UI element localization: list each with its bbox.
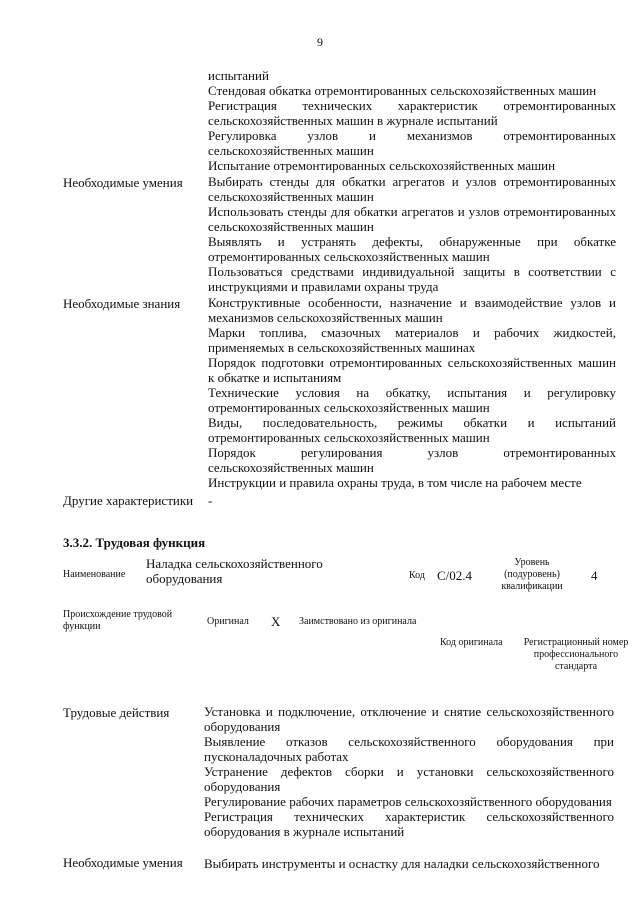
list-item: Выявление отказов сельскохозяйственного оборудования при пусконаладочных работах	[204, 734, 614, 764]
list-item: Пользоваться средствами индивидуальной защиты в соответствии с инструкциями и правилами охраны труда	[208, 264, 616, 294]
list-item: Регистрация технических характеристик отремонтированных сельскохозяйственных машин в журнале испытаний	[208, 98, 616, 128]
list-item: Регистрация технических характеристик сельскохозяйственного оборудования в журнале испытаний	[204, 809, 614, 839]
other-label: Другие характеристики	[63, 493, 194, 508]
list-item: Порядок регулирования узлов отремонтированных сельскохозяйственных машин	[208, 445, 616, 475]
knowledge-list	[208, 295, 616, 490]
actions-label: Трудовые действия	[63, 705, 170, 720]
list-item: Марки топлива, смазочных материалов и рабочих жидкостей, применяемых в сельскохозяйственных машинах	[208, 325, 616, 355]
list-item: Технические условия на обкатку, испытания и регулировку отремонтированных сельскохозяйственных машин	[208, 385, 616, 415]
section-title: 3.3.2. Трудовая функция	[63, 535, 206, 550]
code-label: Код	[409, 570, 425, 581]
list-item: Использовать стенды для обкатки агрегатов и узлов отремонтированных сельскохозяйственных машин	[208, 204, 616, 234]
level-label: Уровень (подуровень) квалификации	[501, 557, 563, 592]
skills-list-2	[204, 856, 614, 871]
page-number: 9	[317, 35, 323, 49]
list-item: Выявлять и устранять дефекты, обнаруженные при обкатке отремонтированных сельскохозяйственных машин	[208, 234, 616, 264]
list-item: Испытание отремонтированных сельскохозяйственных машин	[208, 158, 556, 173]
origin-label: Происхождение трудовой функции	[63, 609, 173, 632]
skills-list	[208, 174, 616, 294]
name-label: Наименование	[63, 569, 126, 580]
list-item: Стендовая обкатка отремонтированных сельскохозяйственных машин	[208, 83, 597, 98]
list-item: Установка и подключение, отключение и снятие сельскохозяйственного оборудования	[204, 704, 614, 734]
origin-borrowed: Заимствовано из оригинала	[299, 616, 417, 627]
list-item: Регулирование рабочих параметров сельскохозяйственного оборудования	[204, 794, 612, 809]
list-item: испытаний	[208, 68, 269, 83]
list-item: Регулировка узлов и механизмов отремонтированных сельскохозяйственных машин	[208, 128, 616, 158]
list-item: Порядок подготовки отремонтированных сельскохозяйственных машин к обкатке и испытаниям	[208, 355, 616, 385]
origin-original: Оригинал	[207, 616, 249, 627]
list-item: Инструкции и правила охраны труда, в том числе на рабочем месте	[208, 475, 582, 490]
knowledge-label: Необходимые знания	[63, 296, 181, 311]
list-item: Выбирать стенды для обкатки агрегатов и узлов отремонтированных сельскохозяйственных машин	[208, 174, 616, 204]
list-item: Конструктивные особенности, назначение и взаимодействие узлов и механизмов сельскохозяйственных машин	[208, 295, 616, 325]
function-name: Наладка сельскохозяйственного оборудования	[146, 556, 323, 586]
actions-tail-list	[208, 68, 616, 173]
list-item: Виды, последовательность, режимы обкатки и испытаний отремонтированных сельскохозяйственных машин	[208, 415, 616, 445]
origin-mark: X	[271, 614, 281, 629]
actions-list	[204, 704, 614, 839]
skills-label: Необходимые умения	[63, 175, 183, 190]
other-value: -	[208, 493, 213, 508]
list-item: Устранение дефектов сборки и установки сельскохозяйственного оборудования	[204, 764, 614, 794]
reg-number-label: Регистрационный номер профессионального стандарта	[523, 637, 629, 672]
level-value: 4	[591, 568, 598, 583]
code-original-label: Код оригинала	[440, 637, 503, 648]
skills-label-2: Необходимые умения	[63, 855, 183, 870]
code-value: C/02.4	[437, 568, 473, 583]
list-item: Выбирать инструменты и оснастку для наладки сельскохозяйственного	[204, 856, 600, 871]
